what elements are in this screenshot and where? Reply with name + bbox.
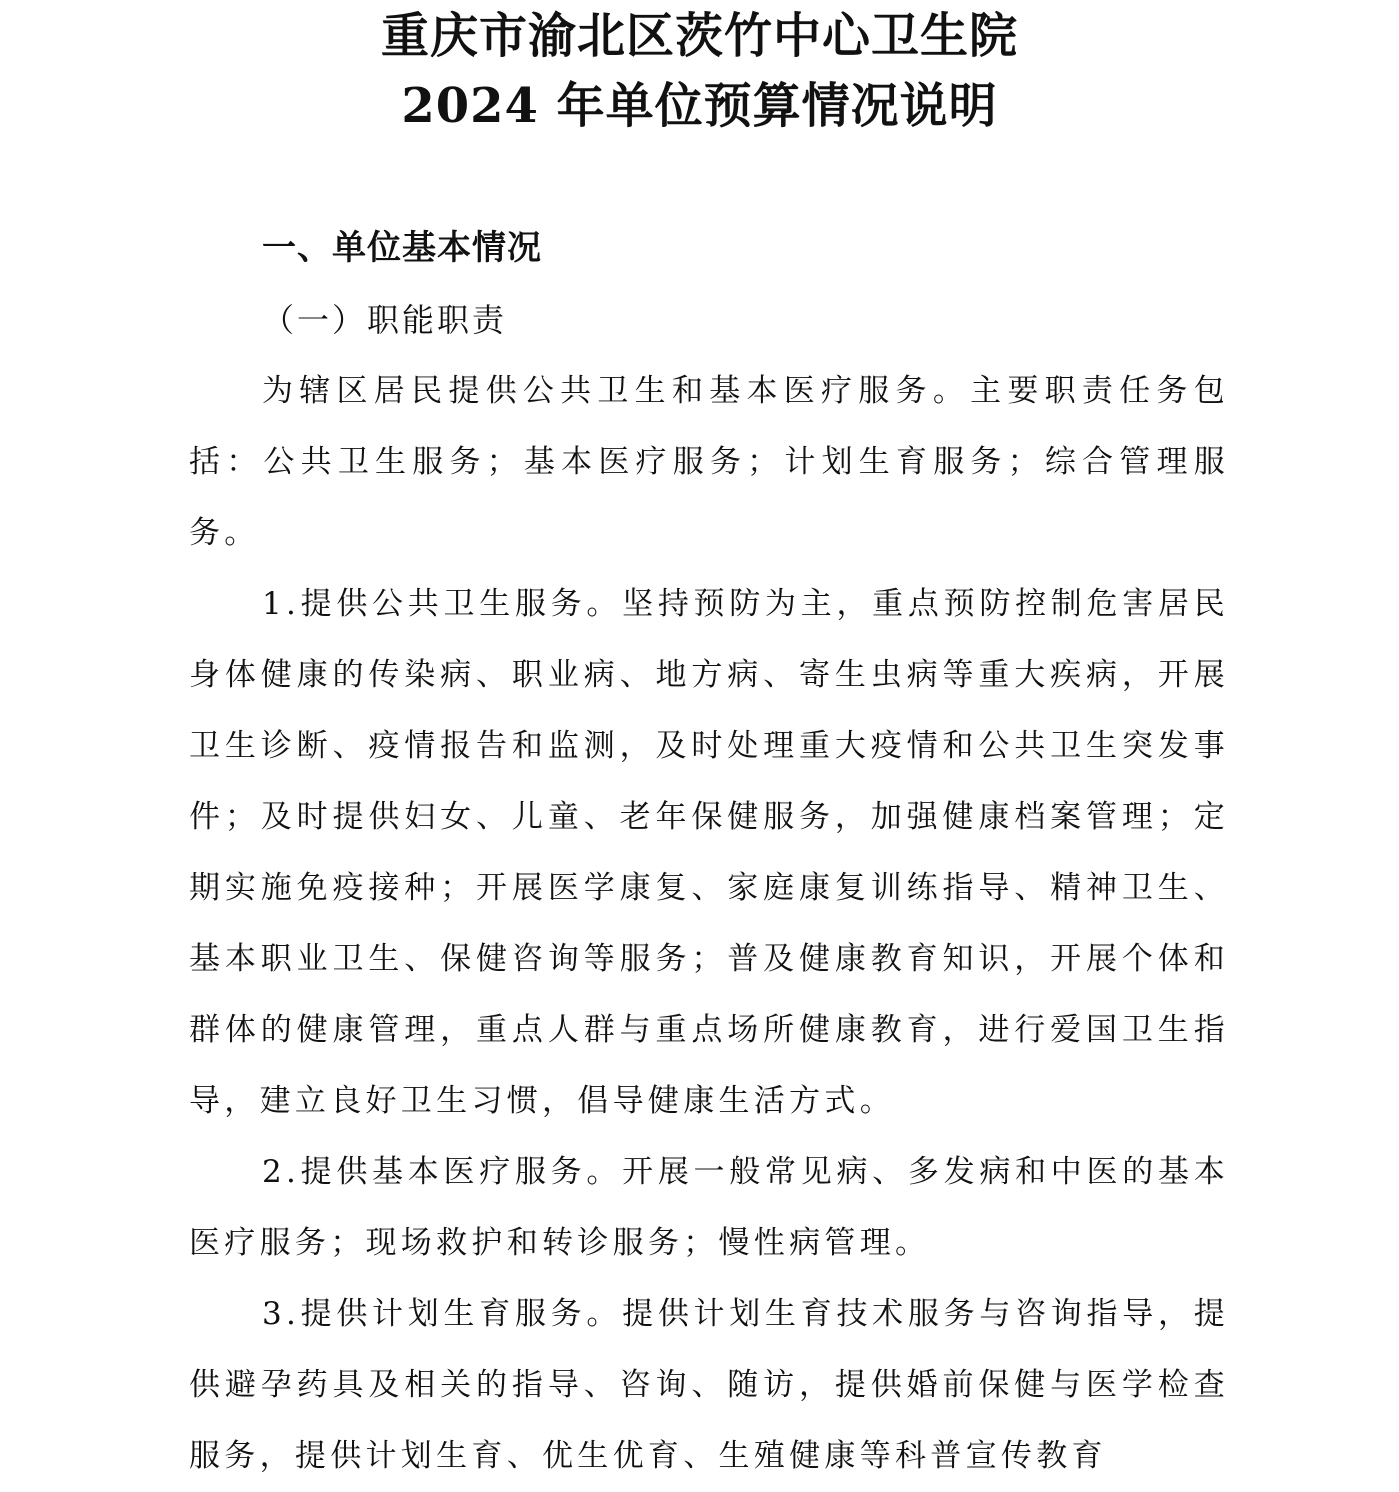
subsection-heading-functions: （一）职能职责 bbox=[262, 301, 508, 339]
section-heading-basic-info: 一、单位基本情况 bbox=[262, 228, 542, 268]
document-title-line2: 2024 年单位预算情况说明 bbox=[401, 78, 998, 134]
paragraph-basic-medical: 2.提供基本医疗服务。开展一般常见病、多发病和中医的基本医疗服务；现场救护和转诊服务；慢性病管理。 bbox=[189, 1154, 1229, 1261]
document-title-line1: 重庆市渝北区茨竹中心卫生院 bbox=[380, 8, 1018, 64]
paragraph-public-health: 1.提供公共卫生服务。坚持预防为主，重点预防控制危害居民身体健康的传染病、职业病、地方病、寄生虫病等重大疾病，开展卫生诊断、疫情报告和监测，及时处理重大疫情和公共卫生突发事件；及时提供妇女、儿童、老年保健服务，加强健康档案管理；定期实施免疫接种；开展医学康复、家庭康复训练指导、精神卫生、基本职业卫生、保健咨询等服务；普及健康教育知识，开展个体和群体的健康管理，重点人群与重点场所健康教育，进行爱国卫生指导，建立良好卫生习惯，倡导健康生活方式。 bbox=[189, 586, 1229, 1119]
document-body bbox=[189, 356, 1229, 1492]
paragraph-family-planning: 3.提供计划生育服务。提供计划生育技术服务与咨询指导，提供避孕药具及相关的指导、咨询、随访，提供婚前保健与医学检查服务，提供计划生育、优生优育、生殖健康等科普宣传教育 bbox=[189, 1296, 1229, 1474]
paragraph-overview: 为辖区居民提供公共卫生和基本医疗服务。主要职责任务包括：公共卫生服务；基本医疗服务；计划生育服务；综合管理服务。 bbox=[189, 373, 1229, 551]
